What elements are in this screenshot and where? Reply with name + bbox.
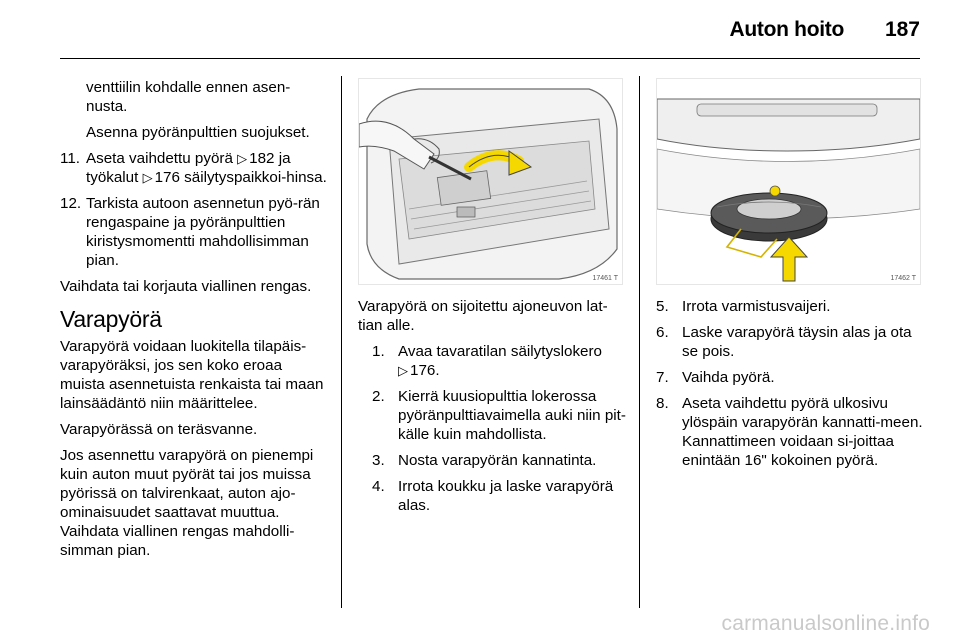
replace-text: Vaihdata tai korjauta viallinen rengas. — [60, 278, 312, 295]
list-item: 3. Nosta varapyörän kannatinta. — [372, 452, 597, 469]
figure-code: 17462 T — [890, 275, 916, 282]
xref-icon: ▷ — [142, 170, 153, 185]
trunk-floor-illustration — [358, 78, 623, 285]
section-title: Varapyörä — [60, 306, 162, 332]
column-divider-right — [639, 76, 640, 608]
watermark: carmanualsonline.info — [721, 612, 930, 635]
list-item: 4. Irrota koukku ja laske varapyörä alas. — [372, 478, 614, 514]
steps-list-3 — [656, 297, 924, 470]
paragraph: Jos asennettu varapyörä on pienempi kuin auton muut pyörät tai jos muissa pyörissä on talvirenkaat, auton ajo-ominaisuudet saattavat muuttua. Vaihdata viallinen rengas mahdolli-simman pian. — [60, 447, 314, 559]
list-item: 2. Kierrä kuusiopulttia lokerossa pyöränpulttiavaimella auki niin pit-källe kuin mahdollista. — [372, 388, 626, 443]
list-item: 8. Aseta vaihdettu pyörä ulkosivu ylöspäin varapyörän kannatti-meen. Kannattimeen voidaan si-joittaa enintään 16" kokoinen pyörä. — [656, 395, 923, 469]
list-item: 7. Vaihda pyörä. — [656, 369, 775, 386]
list-item: 5. Irrota varmistusvaijeri. — [656, 298, 831, 315]
steps-list-1 — [60, 149, 328, 270]
list-item: 1. Avaa tavaratilan säilytyslokero ▷ 176. — [372, 343, 603, 379]
xref-link[interactable]: 182 — [249, 150, 275, 167]
spare-wheel-drawing — [657, 79, 920, 284]
continuation-text: venttiilin kohdalle ennen asen-nusta. — [86, 79, 291, 115]
xref-icon: ▷ — [398, 363, 408, 378]
xref-link[interactable]: 176 — [154, 169, 180, 186]
list-item: 6. Laske varapyörä täysin alas ja ota se pois. — [656, 324, 912, 360]
xref-icon: ▷ — [237, 151, 248, 166]
xref-link[interactable]: 176. — [410, 362, 440, 379]
paragraph: Varapyörässä on teräsvanne. — [60, 421, 258, 438]
column-3 — [656, 297, 924, 477]
column-divider-left — [341, 76, 342, 608]
page-number: 187 — [884, 18, 920, 41]
figure-code: 17461 T — [592, 275, 618, 282]
page-title: Auton hoito — [729, 18, 844, 41]
page-header — [60, 18, 920, 48]
list-item: 11. Aseta vaihdettu pyörä ▷ 182 ja työkalut ▷ 176 säilytyspaikkoi-hinsa. — [60, 150, 327, 186]
column-2 — [358, 297, 626, 522]
header-rule — [60, 58, 920, 59]
trunk-floor-drawing — [359, 79, 622, 284]
steps-list-2 — [372, 342, 626, 515]
column-1 — [60, 78, 328, 567]
paragraph: Varapyörä on sijoitettu ajoneuvon lat-tian alle. — [358, 298, 608, 334]
hubcap-text: Asenna pyöränpulttien suojukset. — [86, 124, 310, 141]
paragraph: Varapyörä voidaan luokitella tilapäis-varapyöräksi, jos sen koko eroaa muista asennetuista renkaista tai maan lainsäädäntö niin määrittelee. — [60, 338, 324, 412]
list-item: 12. Tarkista autoon asennetun pyö-rän rengaspaine ja pyöränpulttien kiristysmomentti mahdollisimman pian. — [60, 195, 320, 269]
spare-wheel-illustration — [656, 78, 921, 285]
